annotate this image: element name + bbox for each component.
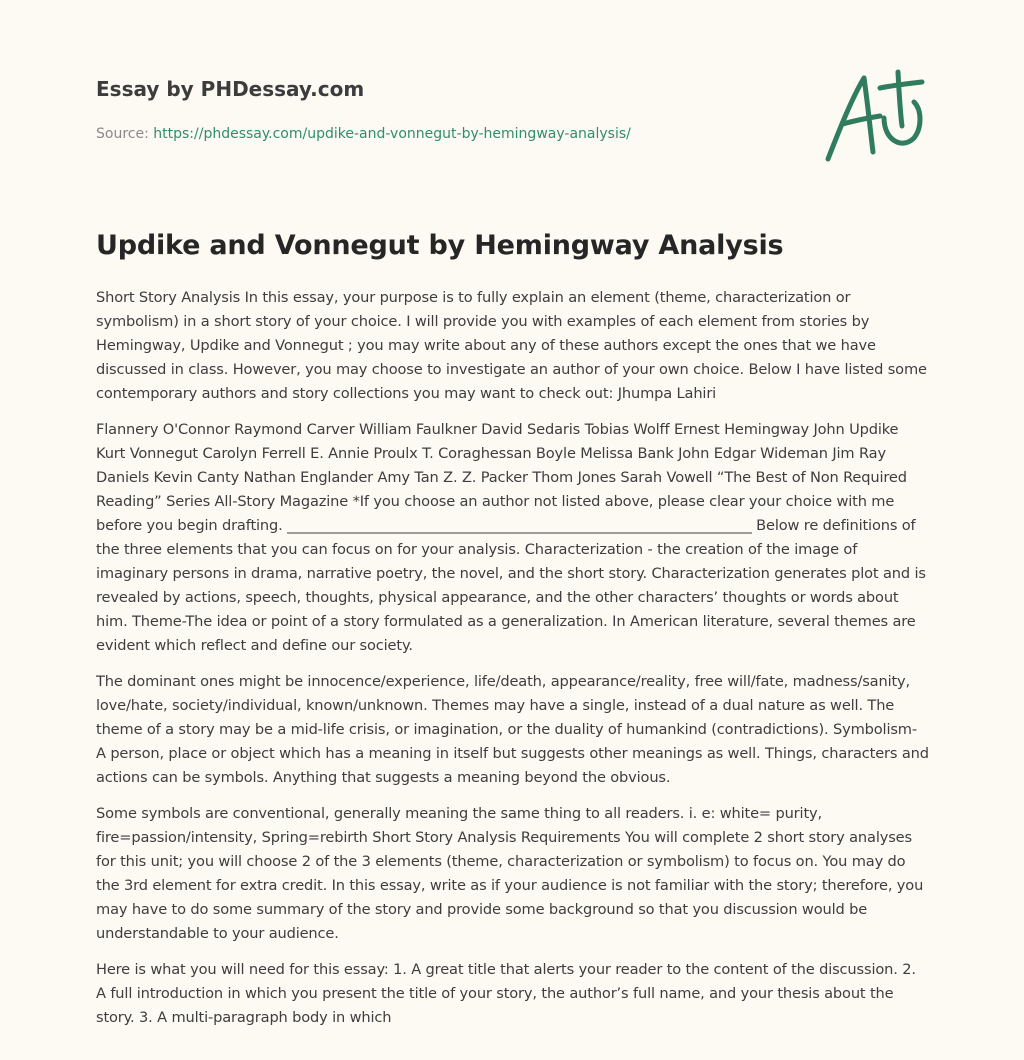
source-label: Source: (96, 126, 149, 142)
paragraph: Short Story Analysis In this essay, your purpose is to fully explain an element (theme, characterization or symbolism) in a short story of your choice. I will provide you with examples of each element from stories by Hemingway, Updike and Vonnegut ; you may write about any of these authors except the ones that we have discussed in class. However, you may choose to investigate an author of your own choice. Below I have listed some contemporary authors and story collections you may want to check out: Jhumpa Lahiri (96, 289, 927, 402)
article-title: Updike and Vonnegut by Hemingway Analysis (96, 230, 784, 261)
page-header (96, 74, 796, 144)
paragraph: The dominant ones might be innocence/experience, life/death, appearance/reality, free will/fate, madness/sanity, love/hate, society/individual, known/unknown. Themes may have a single, instead of a dual nature as well. The theme of a story may be a mid-life crisis, or imagination, or the duality of humankind (contradictions). Symbolism- A person, place or object which has a meaning in itself but suggests other meanings as well. Things, characters and actions can be symbols. Anything that suggests a meaning beyond the obvious. (96, 673, 929, 786)
site-brand: Essay by PHDessay.com (96, 77, 365, 101)
source-link[interactable]: https://phdessay.com/updike-and-vonnegut-by-hemingway-analysis/ (153, 126, 631, 142)
a-plus-logo-icon (818, 66, 930, 166)
source-line (96, 124, 796, 144)
paragraph: Flannery O'Connor Raymond Carver William Faulkner David Sedaris Tobias Wolff Ernest Hemingway John Updike Kurt Vonnegut Carolyn Ferrell E. Annie Proulx T. Coraghessan Boyle Melissa Bank John Edgar Wideman Jim Ray Daniels Kevin Canty Nathan Englander Amy Tan Z. Z. Packer Thom Jones Sarah Vowell “The Best of Non Required Reading” Series All-Story Magazine *If you choose an author not listed above, please clear your choice with me before you begin drafting. _________________________________________________________________ Below re definitions of the three elements that you can focus on for your analysis. Characterization - the creation of the image of imaginary persons in drama, narrative poetry, the novel, and the short story. Characterization generates plot and is revealed by actions, speech, thoughts, physical appearance, and the other characters’ thoughts or words about him. Theme-The idea or point of a story formulated as a generalization. In American literature, several themes are evident which reflect and define our society. (96, 421, 926, 654)
paragraph: Some symbols are conventional, generally meaning the same thing to all readers. i. e: white= purity, fire=passion/intensity, Spring=rebirth Short Story Analysis Requirements You will complete 2 short story analyses for this unit; you will choose 2 of the 3 elements (theme, characterization or symbolism) to focus on. You may do the 3rd element for extra credit. In this essay, write as if your audience is not familiar with the story; therefore, you may have to do some summary of the story and provide some background so that you discussion would be understandable to your audience. (96, 805, 924, 942)
paragraph: Here is what you will need for this essay: 1. A great title that alerts your reader to the content of the discussion. 2. A full introduction in which you present the title of your story, the author’s full name, and your thesis about the story. 3. A multi-paragraph body in which (96, 961, 916, 1026)
article-body (96, 286, 930, 1042)
